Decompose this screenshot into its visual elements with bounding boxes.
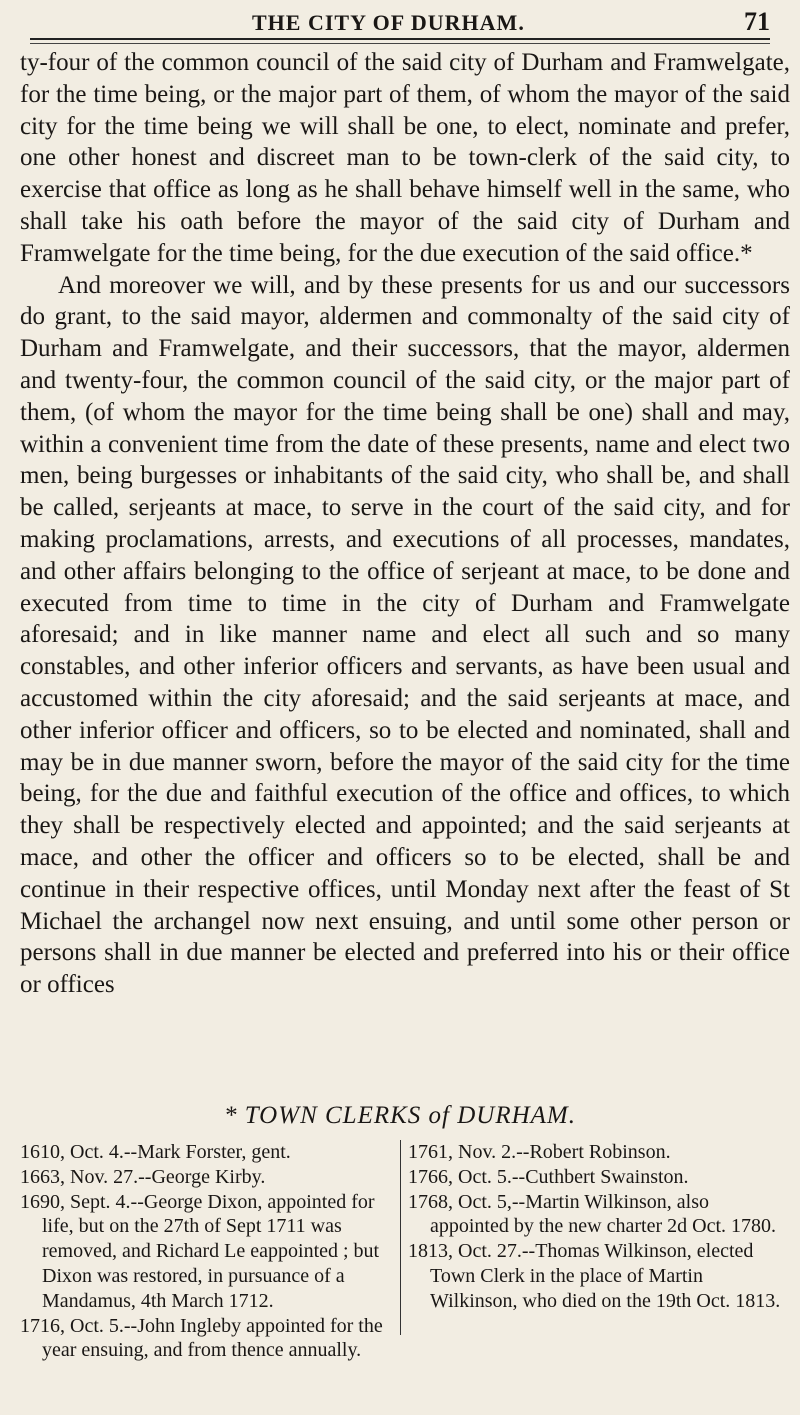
footnote-right-column: [408, 1140, 790, 1314]
list-item: 1813, Oct. 27.--Thomas Wilkinson, elected Town Clerk in the place of Martin Wilkinson, who died on the 19th Oct. 1813.: [408, 1240, 781, 1312]
footnote-left-column: [20, 1140, 395, 1363]
list-item: 1690, Sept. 4.--George Dixon, appointed for life, but on the 27th of Sept 1711 was removed, and Richard Le eappointed ; but Dixon was restored, in pursuance of a Mandamus, 4th March 1712.: [20, 1190, 380, 1312]
list-item: 1716, Oct. 5.--John Ingleby appointed for the year ensuing, and from thence annually.: [20, 1314, 383, 1362]
page-header: [0, 0, 800, 44]
footnote-title: * TOWN CLERKS of DURHAM.: [223, 1102, 577, 1129]
column-divider: [400, 1140, 401, 1335]
paragraph-serjeants: And moreover we will, and by these presents for us and our successors do grant, to the said mayor, aldermen and commonalty of the said city of Durham and Framwelgate, and their successors, that the mayor, aldermen and twenty-four, the common council of the said city, or the major part of them, (of whom the mayor for the time being shall be one) shall and may, within a convenient time from the date of these presents, name and elect two men, being burgesses or inhabitants of the said city, who shall be, and shall be called, serjeants at mace, to serve in the court of the said city, and for making proclamations, arrests, and executions of all processes, mandates, and other affairs belonging to the office of serjeant at mace, to be done and executed from time to time in the city of Durham and Framwelgate aforesaid; and in like manner name and elect all such and so many constables, and other inferior officers and servants, as have been usual and accustomed within the city aforesaid; and the said serjeants at mace, and other inferior officer and officers, so to be elected and nominated, shall and may be in due manner sworn, before the mayor of the said city for the time being, for the due and faithful execution of the office and offices, to which they shall be respectively elected and appointed; and the said serjeants at mace, and other the officer and officers so to be elected, shall be and continue in their respective offices, until Monday next after the feast of St Michael the archangel now next ensuing, and until some other person or persons shall in due manner be elected and preferred into his or their office or offices: [20, 271, 790, 999]
list-item: 1768, Oct. 5,--Martin Wilkinson, also appointed by the new charter 2d Oct. 1780.: [408, 1190, 777, 1238]
list-item: 1761, Nov. 2.--Robert Robinson.: [408, 1141, 671, 1163]
list-item: 1610, Oct. 4.--Mark Forster, gent.: [20, 1141, 291, 1163]
paragraph-continued: ty-four of the common council of the said city of Durham and Framwelgate, for the time being, or the major part of them, of whom the mayor of the said city for the time being we will shall be one, to elect, nominate and prefer, one other honest and discreet man to be town-clerk of the said city, to exercise that office as long as he shall behave himself well in the same, who shall take his oath before the mayor of the said city of Durham and Framwelgate for the time being, for the due execution of the said office.*: [20, 49, 790, 267]
main-text: [20, 47, 790, 1001]
running-title: THE CITY OF DURHAM.: [252, 10, 525, 35]
footnote-town-clerks: [20, 1140, 790, 1410]
page-number: 71: [744, 7, 770, 36]
header-rule: [30, 38, 770, 44]
list-item: 1663, Nov. 27.--George Kirby.: [20, 1165, 266, 1188]
list-item: 1766, Oct. 5.--Cuthbert Swainston.: [408, 1165, 689, 1188]
